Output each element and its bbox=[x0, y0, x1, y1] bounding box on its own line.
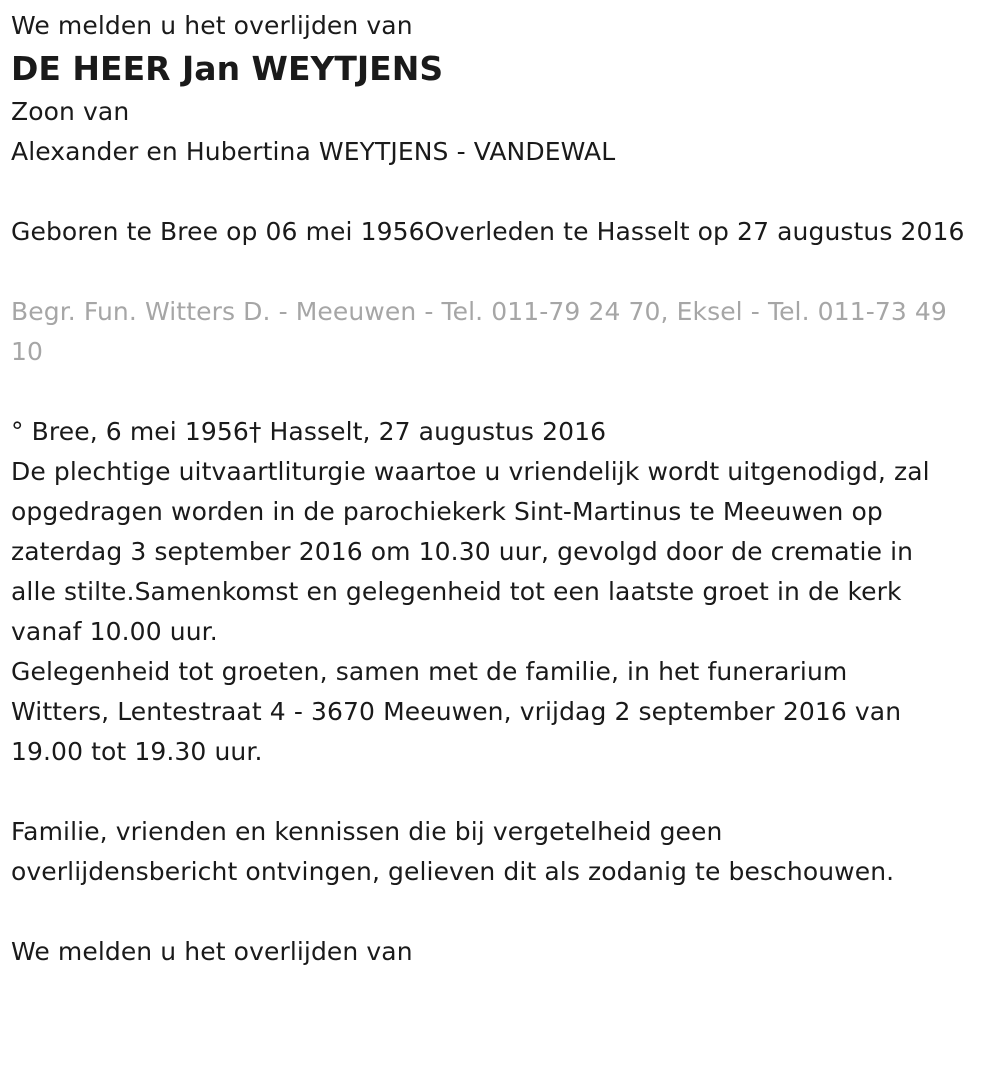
closing-line: Familie, vrienden en kennissen die bij vergetelheid geen bbox=[11, 817, 723, 846]
body-line: De plechtige uitvaartliturgie waartoe u vriendelijk wordt uitgenodigd, zal bbox=[11, 457, 930, 486]
body-line: alle stilte.Samenkomst en gelegenheid tot een laatste groet in de kerk bbox=[11, 577, 902, 606]
dates-born: ° Bree, 6 mei 1956 bbox=[11, 417, 249, 446]
spacer bbox=[11, 772, 986, 812]
died-text: Overleden te Hasselt op 27 augustus 2016 bbox=[424, 217, 965, 246]
body-line: vanaf 10.00 uur. bbox=[11, 617, 218, 646]
deceased-name: DE HEER Jan WEYTJENS bbox=[11, 49, 444, 88]
dates-line bbox=[11, 412, 986, 452]
born-text: Geboren te Bree op 06 mei 1956 bbox=[11, 217, 425, 246]
spacer bbox=[11, 372, 986, 412]
intro-text: We melden u het overlijden van bbox=[11, 11, 413, 40]
outro-text: We melden u het overlijden van bbox=[11, 937, 413, 966]
body-line: zaterdag 3 september 2016 om 10.30 uur, gevolgd door de crematie in bbox=[11, 537, 914, 566]
relation-text: Zoon van bbox=[11, 97, 130, 126]
body-line: 19.00 tot 19.30 uur. bbox=[11, 737, 263, 766]
spacer bbox=[11, 892, 986, 932]
body-line: Gelegenheid tot groeten, samen met de familie, in het funerarium bbox=[11, 657, 848, 686]
body-line: opgedragen worden in de parochiekerk Sint-Martinus te Meeuwen op bbox=[11, 497, 883, 526]
spacer bbox=[11, 172, 986, 212]
body-line: Witters, Lentestraat 4 - 3670 Meeuwen, vrijdag 2 september 2016 van bbox=[11, 697, 902, 726]
funeral-home-text: Begr. Fun. Witters D. - Meeuwen - Tel. 011-79 24 70, Eksel - Tel. 011-73 49 10 bbox=[11, 297, 947, 366]
spacer bbox=[11, 252, 986, 292]
obituary-document bbox=[11, 0, 986, 972]
dates-died: † Hasselt, 27 augustus 2016 bbox=[248, 417, 607, 446]
birth-death-text bbox=[11, 212, 986, 252]
parents-text: Alexander en Hubertina WEYTJENS - VANDEWAL bbox=[11, 137, 616, 166]
closing-line: overlijdensbericht ontvingen, gelieven dit als zodanig te beschouwen. bbox=[11, 857, 895, 886]
